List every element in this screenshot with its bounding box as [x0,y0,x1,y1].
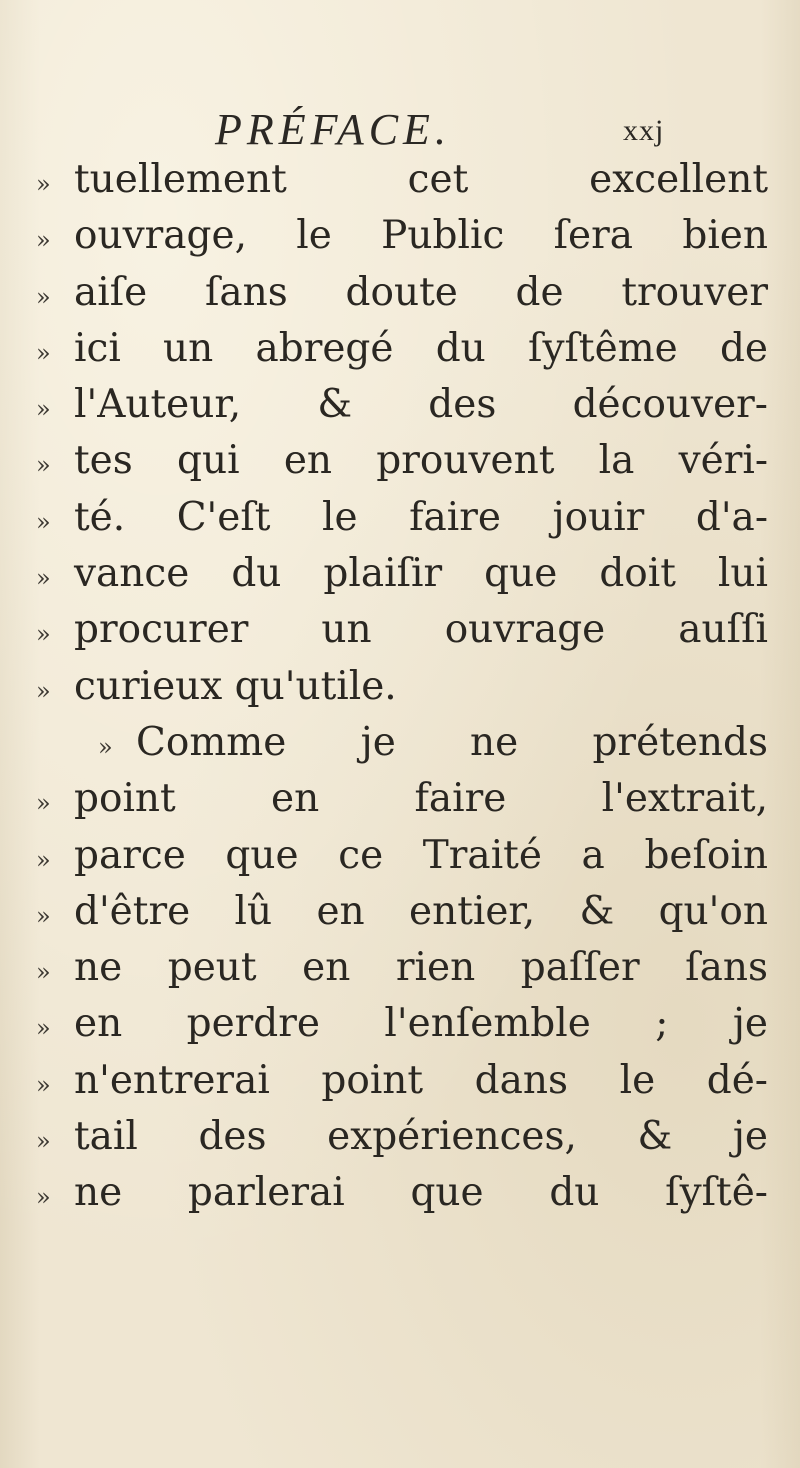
guillemet-marker: » [36,1070,51,1099]
running-head [40,100,760,160]
guillemet-marker: » [36,958,51,987]
page-title: PRÉFACE. [215,105,451,154]
guillemet-marker: » [36,789,51,818]
line-text: curieux qu'utile. [74,663,397,709]
text-line [36,884,776,940]
text-line [36,771,776,827]
text-line [36,265,776,321]
text-line [36,1053,776,1109]
line-text: tail des expériences, & je [74,1114,768,1160]
line-text: parce que ce Traité a beſoin [74,832,768,878]
line-text: l'Auteur, & des découver- [74,382,768,428]
line-text: ne parlerai que du ſyſtê- [74,1170,768,1216]
line-text: en perdre l'enſemble ; je [74,1001,768,1047]
text-line [36,152,776,208]
text-line [36,1165,776,1221]
guillemet-marker: » [36,395,51,424]
text-line [36,940,776,996]
line-text: tuellement cet excellent [74,157,768,202]
text-line [36,659,776,715]
text-line [36,1109,776,1165]
guillemet-marker: » [36,1183,51,1212]
line-text: aiſe ſans doute de trouver [74,269,768,315]
guillemet-marker: » [36,338,51,367]
guillemet-marker: » [36,564,51,593]
guillemet-marker: » [36,1127,51,1156]
line-text: vance du plaiſir que doit lui [74,551,768,597]
text-line [36,433,776,489]
line-text: n'entrerai point dans le dé- [74,1057,768,1103]
text-line [36,377,776,433]
page-number: xxj [623,114,665,147]
text-line [36,321,776,377]
text-line [36,546,776,602]
body-text [36,152,776,1222]
guillemet-marker: » [36,451,51,480]
guillemet-marker: » [36,282,51,311]
guillemet-marker: » [36,507,51,536]
line-text: ouvrage, le Public ſera bien [74,213,768,259]
guillemet-marker: » [36,620,51,649]
guillemet-marker: » [98,732,113,761]
text-line [36,490,776,546]
line-text: ici un abregé du ſyſtême de [74,325,768,371]
text-line [36,996,776,1052]
text-line [36,208,776,264]
guillemet-marker: » [36,170,51,198]
text-line [36,602,776,658]
guillemet-marker: » [36,1014,51,1043]
line-text: point en faire l'extrait, [74,776,768,822]
line-text: tes qui en prouvent la véri- [74,438,768,484]
line-text: ne peut en rien paſſer ſans [74,945,768,991]
guillemet-marker: » [36,226,51,255]
line-text: procurer un ouvrage auſſi [74,607,768,653]
guillemet-marker: » [36,676,51,705]
text-line [36,715,776,771]
line-text: té. C'eſt le faire jouir d'a- [74,494,768,540]
text-line [36,828,776,884]
guillemet-marker: » [36,845,51,874]
guillemet-marker: » [36,901,51,930]
line-text: d'être lû en entier, & qu'on [74,888,768,934]
line-text: Comme je ne prétends [136,719,768,765]
